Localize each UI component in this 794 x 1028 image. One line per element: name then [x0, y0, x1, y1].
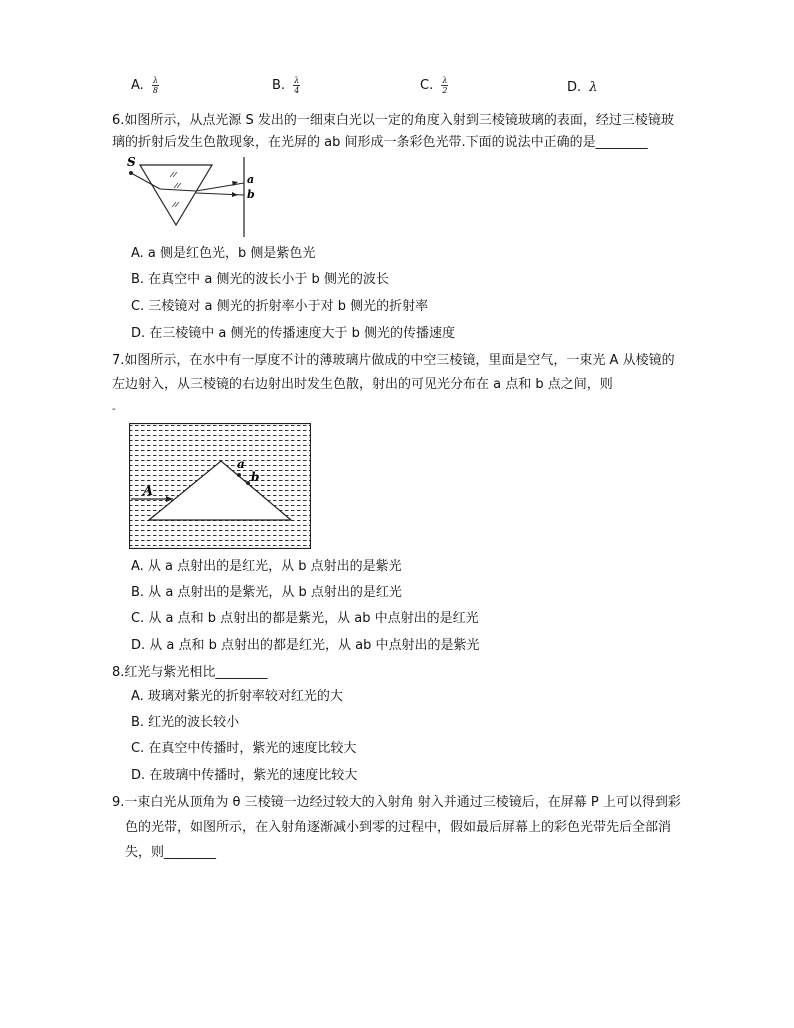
incident-ray: [131, 173, 160, 189]
q7-option-d: D. 从 a 点和 b 点射出的都是红光，从 ab 中点射出的是紫光: [131, 638, 480, 653]
question-text-line: 璃的折射后发生色散现象，在光屏的 ab 间形成一条彩色光带.下面的说法中正确的是________: [112, 135, 648, 150]
question-text-line: 红光与紫光相比________: [124, 665, 268, 680]
label-a: a: [237, 457, 245, 471]
question-text-line: 失，则________: [125, 845, 217, 860]
question-text-line: 左边射入，从三棱镜的右边射出时发生色散，射出的可见光分布在 a 点和 b 点之间，则: [112, 377, 613, 392]
point-b: [246, 481, 250, 485]
prism-figure: [126, 155, 256, 237]
question-text-line: 一束白光从顶角为 θ 三棱镜一边经过较大的入射角 射入并通过三棱镜后，在屏幕 P 上可以得到彩: [124, 795, 681, 810]
prism-outline: [140, 165, 212, 225]
option-label: D.: [567, 80, 582, 95]
water-prism-figure: [129, 423, 311, 549]
q6-option-a: A. a 侧是红色光，b 侧是紫色光: [131, 246, 316, 261]
q6-option-b: B. 在真空中 a 侧光的波长小于 b 侧光的波长: [131, 272, 389, 287]
q7-option-c: C. 从 a 点和 b 点射出的都是紫光，从 ab 中点射出的是红光: [131, 611, 479, 626]
question-text-line: 如图所示，在水中有一厚度不计的薄玻璃片做成的中空三棱镜，里面是空气，一束光 A 从棱镜的: [124, 353, 675, 368]
fraction: [152, 76, 159, 95]
label-s: S: [127, 155, 136, 169]
internal-ray: [160, 189, 196, 191]
question-number: 9.: [112, 795, 125, 810]
question-number: 7.: [112, 353, 125, 368]
q8-option-b: B. 红光的波长较小: [131, 715, 240, 730]
label-b: b: [251, 470, 260, 484]
q7-option-a: A. 从 a 点射出的是红光，从 b 点射出的是紫光: [131, 559, 402, 574]
fraction-numerator: λ: [294, 76, 300, 85]
option-label: B.: [272, 78, 286, 93]
fraction: [441, 76, 448, 95]
q8-option-a: A. 玻璃对紫光的折射率较对红光的大: [131, 689, 343, 704]
q5-option-b: [272, 76, 300, 95]
q5-option-a: [131, 76, 159, 95]
ray-a: [196, 183, 244, 191]
label-b: b: [247, 188, 255, 201]
question-text-line: -: [112, 404, 116, 415]
q7-option-b: B. 从 a 点射出的是紫光，从 b 点射出的是红光: [131, 585, 402, 600]
option-label: A.: [131, 78, 144, 93]
question-number: 6.: [112, 113, 125, 128]
q5-option-d: [567, 80, 598, 95]
question-text-line: 色的光带，如图所示，在入射角逐渐减小到零的过程中，假如最后屏幕上的彩色光带先后全部消: [125, 820, 672, 835]
q6-option-c: C. 三棱镜对 a 侧光的折射率小于对 b 侧光的折射率: [131, 299, 429, 314]
fraction-denominator: 4: [294, 86, 300, 95]
label-A: A: [143, 484, 154, 499]
option-label: C.: [420, 78, 434, 93]
label-a: a: [247, 173, 255, 186]
point-a: [237, 473, 241, 477]
option-value: λ: [589, 80, 598, 95]
fraction-numerator: λ: [442, 76, 448, 85]
fraction: [293, 76, 300, 95]
fraction-denominator: 2: [442, 86, 448, 95]
arrow-icon: [232, 181, 238, 186]
q6-option-d: D. 在三棱镜中 a 侧光的传播速度大于 b 侧光的传播速度: [131, 326, 456, 341]
question-number: 8.: [112, 665, 125, 680]
q8-option-c: C. 在真空中传播时，紫光的速度比较大: [131, 741, 357, 756]
fraction-denominator: 8: [152, 86, 159, 95]
fraction-numerator: λ: [152, 76, 159, 85]
q8-option-d: D. 在玻璃中传播时，紫光的速度比较大: [131, 768, 358, 783]
q5-option-c: [420, 76, 448, 95]
question-text-line: 如图所示，从点光源 S 发出的一细束白光以一定的角度入射到三棱镜玻璃的表面，经过三棱镜玻: [124, 113, 674, 128]
